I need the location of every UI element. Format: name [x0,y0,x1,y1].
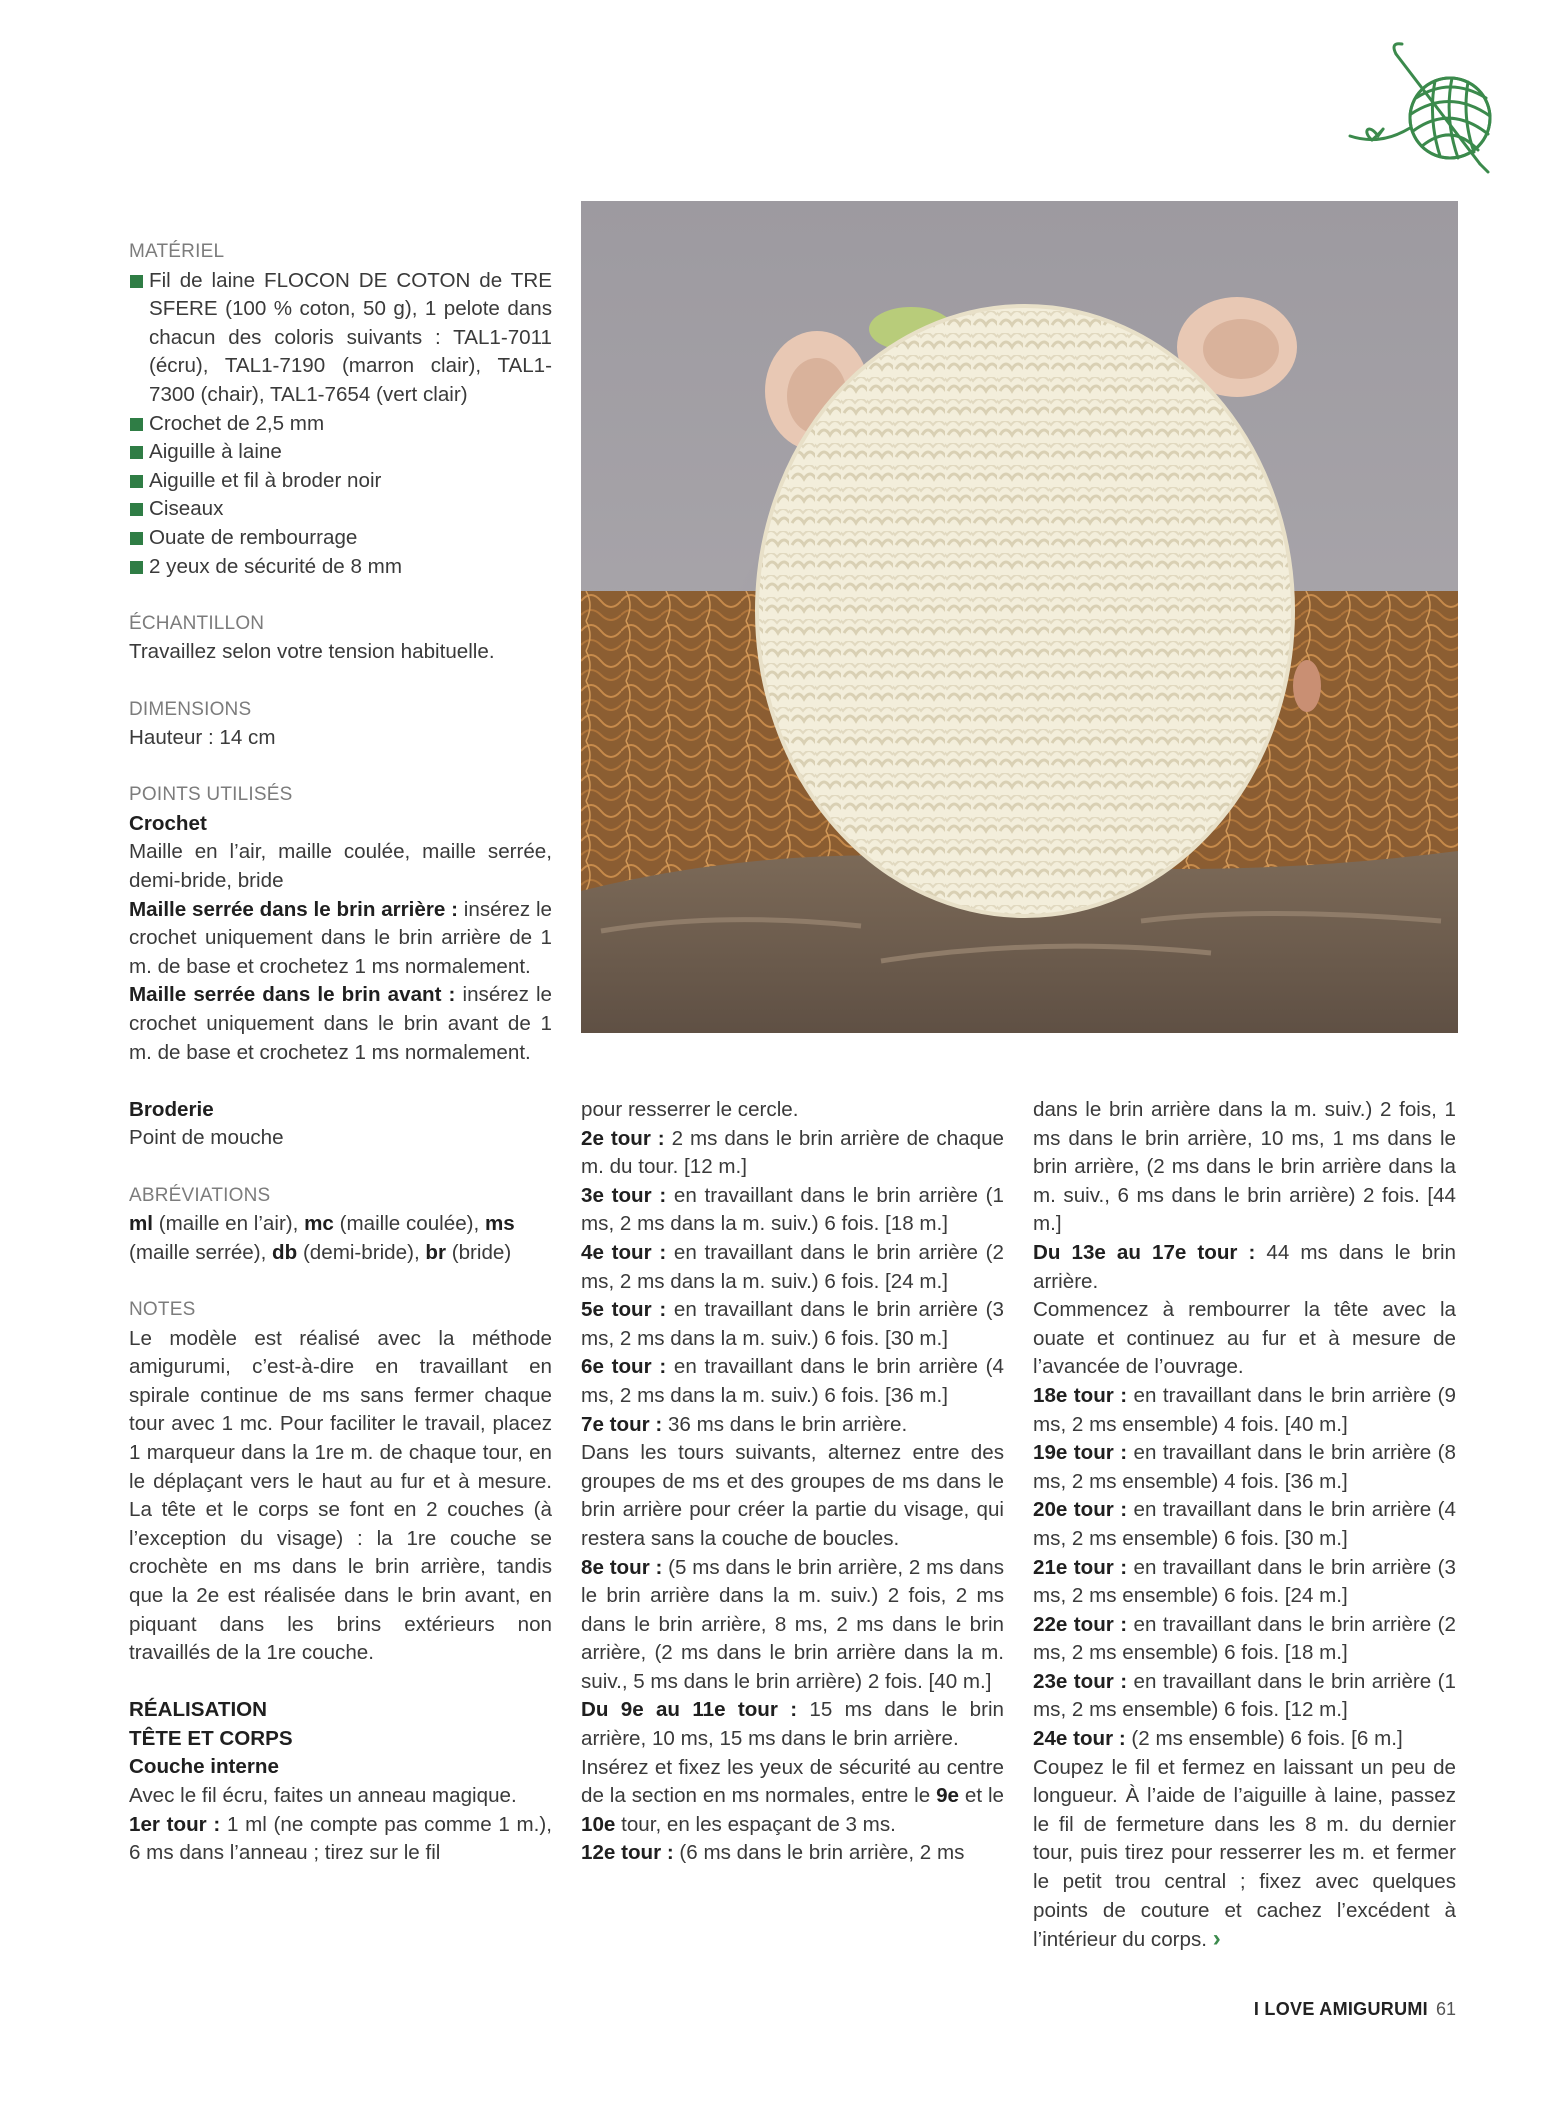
tour-text: (6 ms dans le brin arrière, 2 ms [673,1841,965,1865]
materiel-item-text: 2 yeux de sécurité de 8 mm [149,554,402,578]
tour-text: 44 ms dans le brin arrière. [1033,1240,1456,1293]
tour-label: 22e tour : [1033,1612,1128,1636]
tour-label: 23e tour : [1033,1669,1128,1693]
tour-label: 7e tour : [581,1412,663,1436]
tour-label: 20e tour : [1033,1498,1128,1522]
paragraph-rembourrer: Commencez à rembourrer la tête avec la ouate et continuez au fur et à mesure de l’avancée de l’ouvrage. [1033,1298,1456,1379]
bullet-square-icon [130,561,143,574]
abbr-definition: (demi-bride), [297,1240,426,1264]
materiel-item [129,524,552,553]
materiel-item [129,267,552,410]
tour-text: en travaillant dans le brin arrière (1 ms, 2 ms dans la m. suiv.) 6 fois. [18 m.] [581,1183,1004,1236]
abbr-definition: (maille en l’air), [153,1212,305,1236]
tour-18 [1033,1382,1456,1439]
materiel-item [129,495,552,524]
materiel-list [129,267,552,582]
materiel-item-text: Ouate de rembourrage [149,525,358,549]
tour-3 [581,1182,1004,1239]
yeux-text: tour, en les espaçant de 3 ms. [615,1812,896,1836]
tour-2 [581,1125,1004,1182]
tour-5 [581,1296,1004,1353]
page-number: 61 [1435,1999,1456,2019]
yeux-tour-ref: 9e [936,1784,959,1808]
bullet-square-icon [130,275,143,288]
tour-19 [1033,1439,1456,1496]
sheep-illustration [581,201,1458,1033]
tour-label: 2e tour : [581,1126,665,1150]
tour-22 [1033,1611,1456,1668]
tour-text: en travaillant dans le brin arrière (3 ms, 2 ms ensemble) 6 fois. [24 m.] [1033,1555,1456,1608]
tour-1 [129,1811,552,1868]
tour-20 [1033,1496,1456,1553]
abreviations-text [129,1210,552,1267]
ms-brin-avant [129,981,552,1067]
broderie-text: Point de mouche [129,1126,284,1150]
bullet-square-icon [130,532,143,545]
tour-13-17 [1033,1239,1456,1296]
paragraph-yeux [581,1754,1004,1840]
sheep-amigurumi-photo [581,201,1458,1033]
abreviations-title: ABRÉVIATIONS [129,1184,271,1206]
magazine-name: I LOVE AMIGURUMI [1253,1999,1428,2019]
tour-text: en travaillant dans le brin arrière (2 ms, 2 ms ensemble) 6 fois. [18 m.] [1033,1612,1456,1665]
final-text: Coupez le fil et fermez en laissant un peu de longueur. À l’aide de l’aiguille à laine, passez le fil de fermeture dans les 8 m. du dernier tour, puis tirez pour resserrer les m. et fermer le petit trou central ; fixez avec quelques points de couture et cachez l’excédent à l’intérieur du corps. [1033,1755,1456,1952]
materiel-item-text: Aiguille à laine [149,440,282,464]
tour-6 [581,1353,1004,1410]
tour-text: 2 ms dans le brin arrière de chaque m. du tour. [12 m.] [581,1126,1004,1179]
paragraph-final [1033,1754,1456,1955]
yeux-tour-ref: 10e [581,1812,616,1836]
broderie-subtitle: Broderie [129,1097,214,1121]
materiel-title: MATÉRIEL [129,241,225,262]
abbr-term: br [425,1240,446,1264]
notes-text: Le modèle est réalisé avec la méthode amigurumi, c’est-à-dire en travaillant en spirale continue de ms sans fermer chaque tour avec 1 mc. Pour faciliter le travail, placez 1 marqueur dans la 1re m. de chaque tour, en le déplaçant vers le haut au fur et à mesure. La tête et le corps se font en 2 couches (à l’exception du visage) : la 1re couche se crochète en ms dans le brin arrière, tandis que la 2e est réalisée dans le brin avant, en piquant dans les brins extérieurs non travaillés de la 1re couche. [129,1326,552,1665]
abbr-term: mc [304,1212,334,1236]
continued-text: pour resserrer le cercle. [581,1098,799,1121]
tour-text: 36 ms dans le brin arrière. [662,1412,908,1436]
materiel-item-text: Fil de laine FLOCON DE COTON de TRE SFERE (100 % coton, 50 g), 1 pelote dans chacun des coloris suivants : TAL1-7011 (écru), TAL1-7190 (marron clair), TAL1-7300 (chair), TAL1-7654 (vert clair) [149,268,552,406]
echantillon-text: Travaillez selon votre tension habituelle. [129,640,495,664]
crochet-text: Maille en l’air, maille coulée, maille serrée, demi-bride, bride [129,840,552,893]
materiel-item [129,410,552,439]
tour-12 [581,1839,1004,1868]
tour-text: en travaillant dans le brin arrière (9 ms, 2 ms ensemble) 4 fois. [40 m.] [1033,1383,1456,1436]
materiel-item [129,438,552,467]
tour-text: en travaillant dans le brin arrière (4 ms, 2 ms dans la m. suiv.) 6 fois. [36 m.] [581,1355,1004,1407]
tour-9-11 [581,1696,1004,1753]
abbr-term: ms [484,1212,515,1236]
tour-text: en travaillant dans le brin arrière (2 ms, 2 ms dans la m. suiv.) 6 fois. [24 m.] [581,1240,1004,1293]
ms-brin-arriere-label: Maille serrée dans le brin arrière : [129,897,458,921]
notes-title: NOTES [129,1298,196,1320]
materiel-item-text: Ciseaux [149,497,224,521]
tour-label: 3e tour : [581,1183,667,1207]
abbr-definition: (bride) [445,1240,512,1264]
materiel-item [129,553,552,582]
ms-brin-arriere-text: insérez le crochet uniquement dans le brin arrière de 1 m. de base et crochetez 1 ms normalement. [129,897,552,978]
tour-label: 8e tour : [581,1555,663,1579]
materiel-item [129,467,552,496]
tour-label: Du 9e au 11e tour : [581,1698,798,1722]
tour-24 [1033,1725,1456,1754]
page-footer [1254,1999,1456,2020]
tour-text: 1 ml (ne compte pas comme 1 m.), 6 ms dans l’anneau ; tirez sur le fil [129,1812,552,1865]
bullet-square-icon [130,503,143,516]
tour-21 [1033,1554,1456,1611]
tour-text: (2 ms ensemble) 6 fois. [6 m.] [1125,1727,1403,1751]
tour-text: en travaillant dans le brin arrière (1 ms, 2 ms ensemble) 6 fois. [12 m.] [1033,1669,1456,1722]
abbr-term: ml [129,1212,154,1236]
tour-8 [581,1554,1004,1697]
abbr-term: db [272,1240,298,1264]
ms-brin-avant-label: Maille serrée dans le brin avant : [129,983,456,1007]
abbr-definition: (maille coulée), [333,1212,485,1236]
ms-brin-arriere [129,896,552,982]
continued-text: dans le brin arrière dans la m. suiv.) 2 fois, 1 ms dans le brin arrière, 10 ms, 1 ms dans le brin arrière, (2 ms dans le brin arrière dans la m. suiv., 6 ms dans le brin arrière) 2 fois. [44 m.] [1033,1098,1456,1236]
tour-text: en travaillant dans le brin arrière (8 ms, 2 ms ensemble) 4 fois. [36 m.] [1033,1441,1456,1493]
tour-label: Du 13e au 17e tour : [1033,1240,1256,1264]
tour-label: 12e tour : [581,1841,674,1865]
tour-label: 24e tour : [1033,1727,1126,1751]
tour-label: 21e tour : [1033,1555,1128,1579]
dimensions-title: DIMENSIONS [129,698,252,720]
realisation-intro: Avec le fil écru, faites un anneau magique. [129,1784,517,1808]
left-column [129,238,552,1868]
tour-text: en travaillant dans le brin arrière (4 ms, 2 ms ensemble) 6 fois. [30 m.] [1033,1498,1456,1550]
tour-text: 15 ms dans le brin arrière, 10 ms, 15 ms dans le brin arrière. [581,1698,1004,1751]
dimensions-text: Hauteur : 14 cm [129,726,276,750]
materiel-item-text: Aiguille et fil à broder noir [149,468,382,492]
echantillon-title: ÉCHANTILLON [129,612,265,634]
tete-corps-title: TÊTE ET CORPS [129,1726,293,1750]
tour-4 [581,1239,1004,1296]
chevron-right-icon: › [1212,1925,1221,1953]
tour-23 [1033,1668,1456,1725]
tour-label: 19e tour : [1033,1441,1128,1465]
tour-7 [581,1411,1004,1440]
materiel-item-text: Crochet de 2,5 mm [149,411,325,435]
ms-brin-avant-text: insérez le crochet uniquement dans le brin avant de 1 m. de base et crochetez 1 ms normalement. [129,983,553,1064]
right-column [1033,1096,1456,1955]
abbr-definition: (maille serrée), [129,1240,273,1264]
paragraph-alternance: Dans les tours suivants, alternez entre des groupes de ms et des groupes de ms dans le brin arrière pour créer la partie du visage, qui restera sans la couche de boucles. [581,1441,1004,1550]
bullet-square-icon [130,446,143,459]
tour-label: 6e tour : [581,1355,667,1379]
tour-label: 18e tour : [1033,1383,1128,1407]
tour-label: 1er tour : [129,1812,221,1836]
tour-text: en travaillant dans le brin arrière (3 ms, 2 ms dans la m. suiv.) 6 fois. [30 m.] [581,1298,1004,1350]
yeux-text: Insérez et fixez les yeux de sécurité au centre de la section en ms normales, entre le [581,1755,1004,1808]
bullet-square-icon [130,418,143,431]
yarn-ball-crochet-logo [1340,36,1525,176]
tour-label: 4e tour : [581,1240,667,1264]
realisation-title: RÉALISATION [129,1698,268,1722]
couche-interne-title: Couche interne [129,1755,279,1779]
tour-text: (5 ms dans le brin arrière, 2 ms dans le brin arrière dans la m. suiv.) 2 fois, 2 ms dans le brin arrière, 8 ms, 2 ms dans le brin arrière, (2 ms dans le brin arrière dans la m. suiv., 5 ms dans le brin arrière) 2 fois. [40 m.] [581,1555,1004,1693]
bullet-square-icon [130,475,143,488]
tour-label: 5e tour : [581,1298,667,1322]
crochet-subtitle: Crochet [129,811,207,835]
yeux-text: et le [959,1784,1004,1808]
middle-column [581,1096,1004,1868]
points-title: POINTS UTILISÉS [129,784,293,806]
